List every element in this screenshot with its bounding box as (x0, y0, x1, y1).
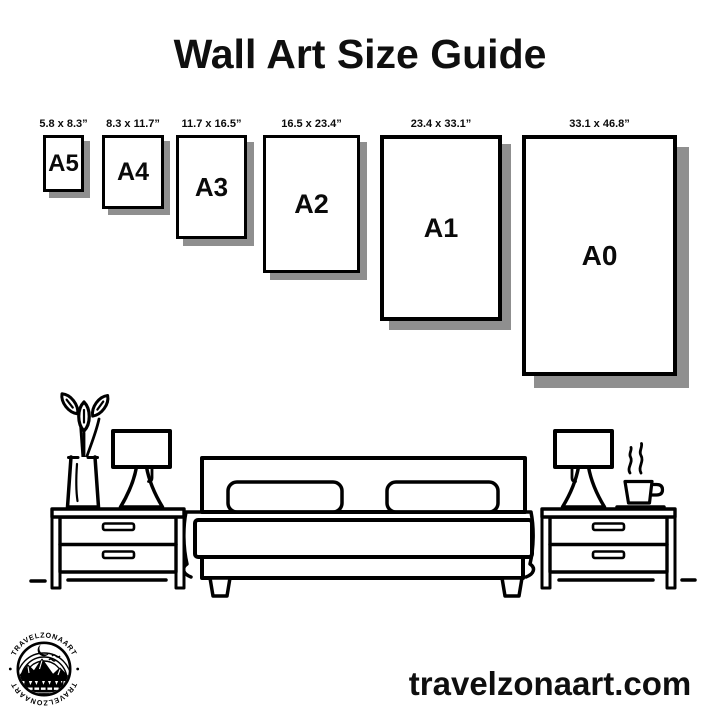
paper-box-a0 (522, 135, 677, 376)
size-dimensions-label: 33.1 x 46.8” (569, 118, 630, 130)
vase (68, 457, 99, 507)
nightstand-top (542, 509, 675, 517)
drawer-handle (103, 524, 134, 531)
size-dimensions-label: 5.8 x 8.3” (39, 118, 88, 130)
nightstand-right (542, 509, 675, 588)
mattress (195, 520, 532, 557)
website-url: travelzonaart.com (408, 665, 692, 702)
lamp-shade (555, 431, 612, 467)
logo-ring-text-top: TRAVELZONAART (8, 630, 80, 658)
table-lamp-left (113, 431, 170, 507)
paper-size-label: A4 (117, 157, 149, 186)
potted-plant (58, 391, 111, 507)
drawer-handle (593, 524, 624, 531)
coffee-cup (617, 444, 664, 508)
pillow-right (387, 482, 498, 512)
lamp-base (121, 467, 163, 507)
paper-box-a5 (43, 135, 84, 192)
bed-foot-left (210, 578, 230, 596)
paper-box-a1 (380, 135, 502, 321)
bedroom-scene-illustration (0, 380, 720, 630)
ring-dot (9, 668, 12, 671)
nightstand-top (52, 509, 184, 517)
paper-box-a2 (263, 135, 360, 273)
steam-icon (640, 444, 642, 474)
paper-size-label: A2 (294, 188, 329, 219)
paper-size-label: A5 (48, 149, 79, 177)
paper-size-label: A3 (194, 171, 229, 202)
paper-size-label: A0 (581, 239, 618, 271)
floor-line (31, 580, 695, 581)
logo-ring-text-bottom: TRAVELZONAART (8, 680, 80, 708)
paper-size-label: A1 (423, 212, 459, 243)
ring-dot (76, 668, 79, 671)
lamp-base (563, 467, 605, 507)
size-dimensions-label: 23.4 x 33.1” (410, 118, 472, 130)
bed-base (202, 557, 523, 578)
paper-box-a3 (176, 135, 247, 239)
plant-leaf (79, 402, 90, 431)
steam-icon (629, 448, 631, 474)
drawer-handle (593, 552, 624, 559)
size-dimensions-label: 16.5 x 23.4” (281, 118, 342, 130)
size-dimensions-label: 11.7 x 16.5” (181, 118, 242, 130)
lamp-shade (113, 431, 170, 467)
vase-highlight (76, 464, 77, 501)
cup-body (625, 482, 652, 504)
nightstand-left (52, 509, 184, 588)
paper-box-a4 (102, 135, 164, 209)
bed-foot-right (502, 578, 522, 596)
travelzonaart-logo (2, 624, 86, 712)
drawer-handle (103, 552, 134, 559)
page-title: Wall Art Size Guide (173, 31, 547, 77)
double-bed (184, 458, 534, 596)
pillow-left (228, 482, 342, 512)
table-lamp-right (555, 431, 612, 507)
size-dimensions-label: 8.3 x 11.7” (106, 118, 160, 130)
plant-leaf (89, 393, 112, 419)
